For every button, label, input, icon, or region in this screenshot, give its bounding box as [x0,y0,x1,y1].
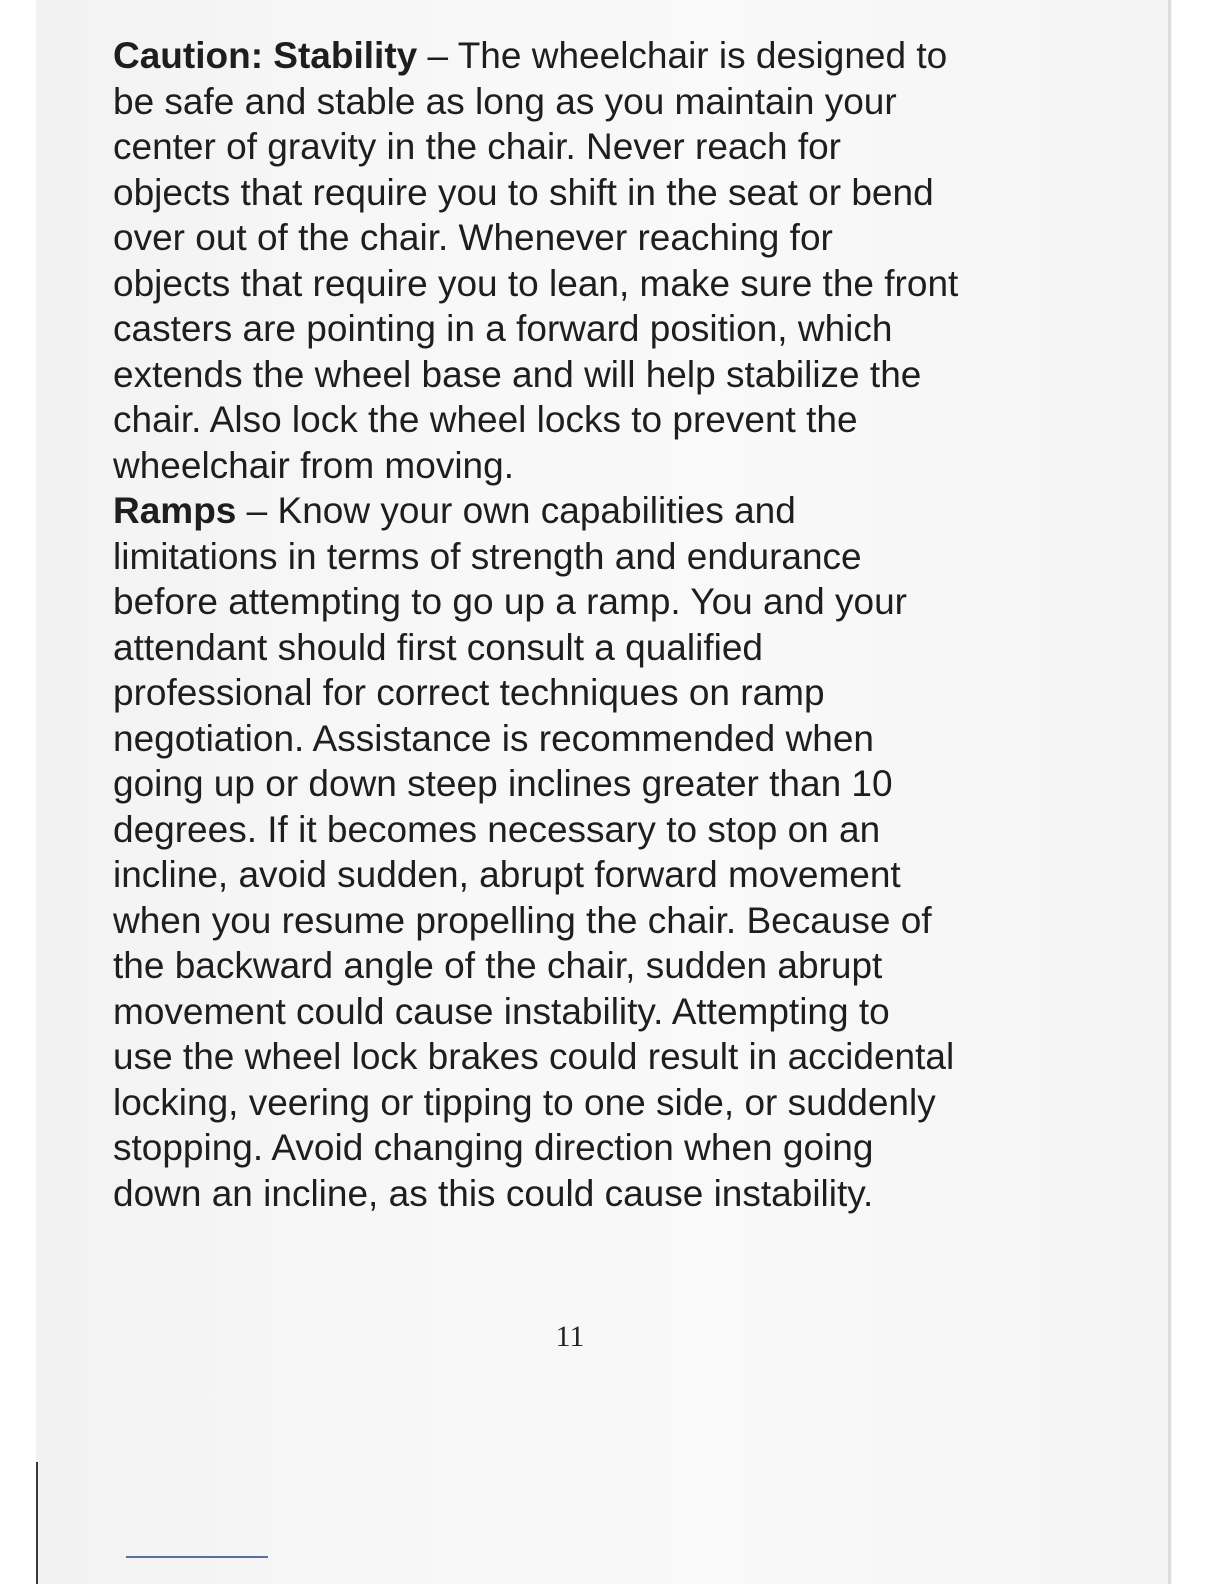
text-line: casters are pointing in a forward position, which [113,308,893,349]
text-line: professional for correct techniques on ramp [113,672,825,713]
text-line: movement could cause instability. Attempting to [113,990,890,1032]
text-line: going up or down steep inclines greater than 10 [113,763,893,804]
text-line: before attempting to go up a ramp. You and your [113,581,908,622]
text-line: objects that require you to lean, make sure the front [113,262,959,304]
line-text: – Know your own capabilities and [236,490,796,531]
page-number: 11 [555,1320,585,1353]
text-line: degrees. If it becomes necessary to stop on an [113,808,881,850]
text-line: center of gravity in the chair. Never reach for [113,126,842,167]
bottom-rule [126,1556,268,1558]
text-line: down an incline, as this could cause instability. [113,1172,874,1214]
line-text: – The wheelchair is designed to [417,35,948,76]
text-line: stopping. Avoid changing direction when going [113,1127,874,1168]
text-line: chair. Also lock the wheel locks to prevent the [113,399,858,440]
text-line: locking, veering or tipping to one side, or suddenly [113,1081,936,1123]
text-line: be safe and stable as long as you maintain your [113,80,897,122]
text-line: attendant should first consult a qualified [113,626,763,668]
text-line: wheelchair from moving. [113,444,514,486]
text-line [113,33,1033,79]
text-line: objects that require you to shift in the seat or bend [113,171,934,213]
text-line: over out of the chair. Whenever reaching for [113,217,833,258]
body-text [113,33,1033,1216]
text-line: negotiation. Assistance is recommended when [113,717,874,759]
heading-caution-stability: Caution: Stability [113,35,418,76]
text-line: when you resume propelling the chair. Because of [113,899,932,941]
text-line: use the wheel lock brakes could result in accidental [113,1036,955,1077]
scan-edge-left [36,1462,38,1584]
text-line: the backward angle of the chair, sudden abrupt [113,945,883,986]
text-line: limitations in terms of strength and endurance [113,535,862,577]
text-line: extends the wheel base and will help stabilize the [113,353,922,395]
heading-ramps: Ramps [113,490,237,531]
text-line [113,488,1033,534]
scan-edge-right [1168,0,1171,1584]
text-line: incline, avoid sudden, abrupt forward movement [113,854,901,895]
